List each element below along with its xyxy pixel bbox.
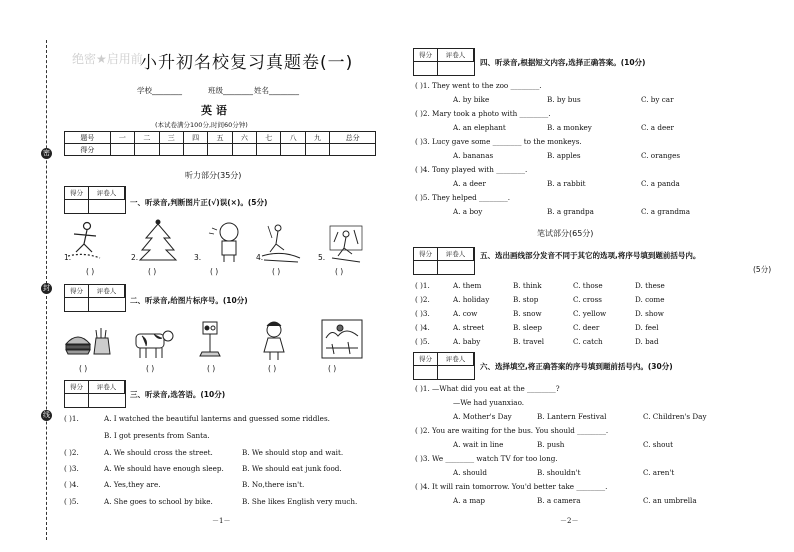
s4-q5[interactable]: ( )5. They helped ________.: [415, 193, 511, 202]
s4-q5-a: A. a boy: [453, 207, 483, 216]
s5-q5-c: C. catch: [573, 337, 603, 346]
s4-q1-b: B. by bus: [547, 95, 581, 104]
burger-fries-image: [66, 328, 110, 354]
cow-image: [136, 331, 173, 358]
s3-q2-option-b: B. We should stop and wait.: [242, 448, 344, 457]
s5-q4-paren[interactable]: ( )4.: [415, 323, 430, 332]
s4-q1-a: A. by bike: [453, 95, 490, 104]
name-field: 姓名________: [254, 86, 299, 95]
s1-num-2: 2.: [131, 253, 139, 262]
skiing-image: [330, 226, 362, 262]
score-box-s3: 得分 评卷人: [64, 380, 126, 408]
school-field: 学校________: [137, 86, 182, 95]
skater-image: [68, 223, 100, 259]
s6-q4-c: C. an umbrella: [643, 496, 697, 505]
s1-answer-2[interactable]: ( ): [148, 267, 157, 276]
s6-q1-b: B. Lantern Festival: [537, 412, 607, 421]
s5-q3-a: A. cow: [453, 309, 478, 318]
s6-q3-a: A. should: [453, 468, 487, 477]
page-number-1: －1－: [212, 517, 231, 525]
s5-q4-c: C. deer: [573, 323, 600, 332]
score-value-row: 得分: [65, 144, 376, 156]
score-header-row: 题号 一 二 三 四 五 六 七 八 九 总分: [65, 132, 376, 144]
s4-q5-c: C. a grandma: [641, 207, 691, 216]
s3-q1-option-a: A. I watched the beautiful lanterns and guessed some riddles.: [104, 414, 330, 423]
section-1-title: 一、听录音,判断图片正(√)误(×)。(5分): [130, 198, 268, 207]
score-box-s2: 得分 评卷人: [64, 284, 126, 312]
s4-q1[interactable]: ( )1. They went to the zoo ________.: [415, 81, 542, 90]
listening-title: 听力部分(35分): [185, 171, 242, 180]
page-2: [397, 0, 794, 552]
s5-q2-a: A. holiday: [453, 295, 490, 304]
s5-q3-d: D. show: [635, 309, 664, 318]
score-box-s4: 得分 评卷人: [413, 48, 475, 76]
s6-q3[interactable]: ( )3. We ________ watch TV for too long.: [415, 454, 558, 463]
section-4-title: 四、听录音,根据短文内容,选择正确答案。(10分): [480, 58, 646, 67]
s5-q2-b: B. stop: [513, 295, 539, 304]
s1-num-5: 5.: [318, 253, 326, 262]
s5-q5-b: B. travel: [513, 337, 545, 346]
s6-q1-c: C. Children's Day: [643, 412, 707, 421]
boy-image: [209, 223, 238, 262]
s5-q1-c: C. those: [573, 281, 603, 290]
s1-answer-1[interactable]: ( ): [86, 267, 95, 276]
s3-q5-paren[interactable]: ( )5.: [64, 497, 79, 506]
s2-answer-5[interactable]: ( ): [328, 364, 337, 373]
s5-q1-b: B. think: [513, 281, 542, 290]
s5-q5-paren[interactable]: ( )5.: [415, 337, 430, 346]
s5-q1-d: D. these: [635, 281, 665, 290]
s4-q3[interactable]: ( )3. Lucy gave some ________ to the monkeys.: [415, 137, 582, 146]
s2-answer-4[interactable]: ( ): [268, 364, 277, 373]
s5-q5-a: A. baby: [453, 337, 481, 346]
section-1-pictures: [62, 218, 382, 266]
s3-q1-paren[interactable]: ( )1.: [64, 414, 79, 423]
s5-q5-d: D. bad: [635, 337, 659, 346]
s6-q4[interactable]: ( )4. It will rain tomorrow. You'd better take ________.: [415, 482, 608, 491]
s6-q1-a: A. Mother's Day: [453, 412, 512, 421]
s6-q4-b: B. a camera: [537, 496, 581, 505]
s3-q3-paren[interactable]: ( )3.: [64, 464, 79, 473]
s4-q4-c: C. a panda: [641, 179, 680, 188]
score-table: [64, 131, 376, 156]
exam-note: (本试卷满分100分,时间60分钟): [155, 121, 248, 129]
s5-q2-paren[interactable]: ( )2.: [415, 295, 430, 304]
written-title: 笔试部分(65分): [537, 229, 594, 238]
traffic-light-image: [200, 322, 220, 356]
section-5-points: (5分): [753, 265, 772, 274]
s3-q4-option-b: B. No,there isn't.: [242, 480, 305, 489]
s6-q2-a: A. wait in line: [453, 440, 504, 449]
s3-q5-option-a: A. She goes to school by bike.: [104, 497, 213, 506]
s3-q3-option-b: B. We should eat junk food.: [242, 464, 342, 473]
s3-q2-option-a: A. We should cross the street.: [104, 448, 213, 457]
score-box-s1: 得分 评卷人: [64, 186, 126, 214]
subject-heading: 英 语: [201, 104, 227, 117]
s6-q2-c: C. shout: [643, 440, 673, 449]
page-title: 小升初名校复习真题卷(一): [140, 53, 354, 73]
s4-q3-a: A. bananas: [453, 151, 494, 160]
s5-q3-b: B. snow: [513, 309, 542, 318]
section-5-title: 五、选出画线部分发音不同于其它的选项,将序号填到题前括号内。: [480, 251, 701, 260]
s4-q4[interactable]: ( )4. Tony played with ________.: [415, 165, 528, 174]
s6-q2[interactable]: ( )2. You are waiting for the bus. You should ________.: [415, 426, 609, 435]
s6-q3-b: B. shouldn't: [537, 468, 581, 477]
s6-q3-c: C. aren't: [643, 468, 675, 477]
s4-q1-c: C. by car: [641, 95, 674, 104]
section-3-title: 三、听录音,选答语。(10分): [130, 390, 226, 399]
faint-header: 绝密★启用前: [72, 52, 143, 66]
s3-q5-option-b: B. She likes English very much.: [242, 497, 358, 506]
s2-answer-2[interactable]: ( ): [146, 364, 155, 373]
s5-q3-paren[interactable]: ( )3.: [415, 309, 430, 318]
s5-q4-b: B. sleep: [513, 323, 542, 332]
s4-q2[interactable]: ( )2. Mary took a photo with ________.: [415, 109, 551, 118]
ice-scene-image: [262, 225, 300, 262]
girl-image: [264, 322, 284, 360]
s2-answer-3[interactable]: ( ): [207, 364, 216, 373]
s2-answer-1[interactable]: ( ): [79, 364, 88, 373]
class-field: 班级________: [208, 86, 253, 95]
section-2-title: 二、听录音,给图片标序号。(10分): [130, 296, 248, 305]
s1-answer-3[interactable]: ( ): [210, 267, 219, 276]
park-scene-image: [322, 320, 362, 358]
section-2-pictures: [62, 318, 382, 362]
s4-q3-c: C. oranges: [641, 151, 681, 160]
s3-q3-option-a: A. We should have enough sleep.: [104, 464, 224, 473]
s6-q2-b: B. push: [537, 440, 565, 449]
s5-q2-d: D. come: [635, 295, 665, 304]
s4-q2-b: B. a monkey: [547, 123, 592, 132]
s1-num-1: 1.: [64, 253, 72, 262]
s4-q2-a: A. an elephant: [453, 123, 506, 132]
s4-q4-a: A. a deer: [453, 179, 486, 188]
s1-answer-5[interactable]: ( ): [335, 267, 344, 276]
s4-q3-b: B. apples: [547, 151, 581, 160]
s3-q2-paren[interactable]: ( )2.: [64, 448, 79, 457]
christmas-tree-image: [140, 220, 176, 260]
s3-q1-option-b: B. I got presents from Santa.: [104, 431, 210, 440]
binding-mark-feng: 封: [43, 284, 50, 292]
s5-q2-c: C. cross: [573, 295, 602, 304]
page-number-2: －2－: [560, 517, 579, 525]
s5-q1-a: A. them: [453, 281, 482, 290]
s4-q5-b: B. a grandpa: [547, 207, 594, 216]
s4-q2-c: C. a deer: [641, 123, 674, 132]
score-box-s5: 得分 评卷人: [413, 247, 475, 275]
s5-q4-a: A. street: [453, 323, 485, 332]
s5-q3-c: C. yellow: [573, 309, 607, 318]
binding-mark-mi: 密: [43, 149, 50, 157]
s6-q1-reply: —We had yuanxiao.: [453, 398, 525, 407]
s3-q4-option-a: A. Yes,they are.: [104, 480, 161, 489]
s1-num-4: 4.: [256, 253, 264, 262]
s6-q4-a: A. a map: [453, 496, 486, 505]
s5-q4-d: D. feel: [635, 323, 659, 332]
s6-q1[interactable]: ( )1. —What did you eat at the ________?: [415, 384, 560, 393]
s1-answer-4[interactable]: ( ): [272, 267, 281, 276]
section-6-title: 六、选择填空,将正确答案的序号填到题前括号内。(30分): [480, 362, 673, 371]
s1-num-3: 3.: [194, 253, 202, 262]
binding-mark-xian: 线: [43, 411, 50, 419]
s3-q4-paren[interactable]: ( )4.: [64, 480, 79, 489]
s4-q4-b: B. a rabbit: [547, 179, 586, 188]
score-box-s6: 得分 评卷人: [413, 352, 475, 380]
s5-q1-paren[interactable]: ( )1.: [415, 281, 430, 290]
